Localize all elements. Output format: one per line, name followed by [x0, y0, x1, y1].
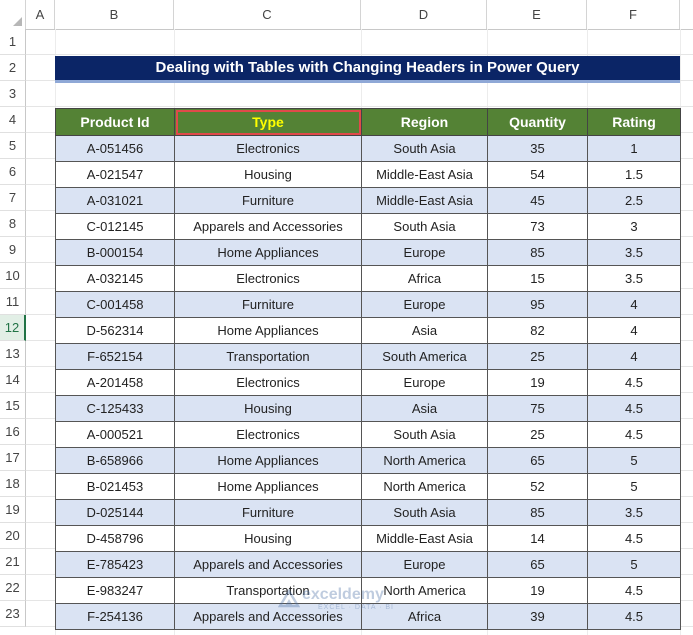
row-header-5[interactable]: 5 — [0, 133, 26, 159]
cell-quantity[interactable]: 19 — [488, 370, 588, 396]
cell-product-id[interactable]: C-001458 — [56, 292, 175, 318]
cell-region[interactable]: Asia — [362, 318, 488, 344]
column-header-overflow — [680, 0, 693, 29]
cell-rating[interactable]: 5 — [588, 448, 681, 474]
header-rating[interactable]: Rating — [588, 109, 681, 136]
cell-quantity[interactable]: 25 — [488, 344, 588, 370]
cell-region[interactable]: Middle-East Asia — [362, 526, 488, 552]
grid-row-line — [26, 81, 693, 107]
cell-rating[interactable]: 4.5 — [588, 604, 681, 630]
column-header-e[interactable]: E — [487, 0, 587, 29]
cell-quantity[interactable]: 82 — [488, 318, 588, 344]
cell-type[interactable]: Apparels and Accessories — [175, 604, 362, 630]
cell-region[interactable]: South Asia — [362, 422, 488, 448]
cell-region[interactable]: South America — [362, 344, 488, 370]
table-row — [56, 396, 681, 422]
cell-product-id[interactable]: E-785423 — [56, 552, 175, 578]
cell-type[interactable]: Home Appliances — [175, 240, 362, 266]
row-header-1[interactable]: 1 — [0, 29, 26, 55]
table-row — [56, 292, 681, 318]
cell-type[interactable]: Electronics — [175, 422, 362, 448]
cell-type[interactable]: Furniture — [175, 292, 362, 318]
cell-product-id[interactable]: A-021547 — [56, 162, 175, 188]
cell-type[interactable]: Transportation — [175, 344, 362, 370]
cell-type[interactable]: Transportation — [175, 578, 362, 604]
row-header-3[interactable]: 3 — [0, 81, 26, 107]
header-region[interactable]: Region — [362, 109, 488, 136]
cell-product-id[interactable]: D-458796 — [56, 526, 175, 552]
cell-type[interactable]: Housing — [175, 162, 362, 188]
table-row — [56, 526, 681, 552]
table-row — [56, 552, 681, 578]
column-header-bar — [0, 0, 693, 30]
cell-type[interactable]: Housing — [175, 526, 362, 552]
cell-region[interactable]: South Asia — [362, 500, 488, 526]
row-header-21[interactable]: 21 — [0, 549, 26, 575]
cell-region[interactable]: Europe — [362, 552, 488, 578]
cell-region[interactable]: Africa — [362, 604, 488, 630]
cell-quantity[interactable]: 95 — [488, 292, 588, 318]
table-row — [56, 474, 681, 500]
cell-rating[interactable]: 5 — [588, 552, 681, 578]
cell-rating[interactable]: 4.5 — [588, 396, 681, 422]
cell-rating[interactable]: 4.5 — [588, 578, 681, 604]
cell-type[interactable]: Home Appliances — [175, 448, 362, 474]
cell-region[interactable]: South Asia — [362, 214, 488, 240]
cell-product-id[interactable]: D-025144 — [56, 500, 175, 526]
table-row — [56, 214, 681, 240]
cell-type[interactable]: Apparels and Accessories — [175, 552, 362, 578]
table-row — [56, 500, 681, 526]
row-header-23[interactable]: 23 — [0, 601, 26, 627]
table-row — [56, 188, 681, 214]
row-header-18[interactable]: 18 — [0, 471, 26, 497]
cell-quantity[interactable]: 65 — [488, 448, 588, 474]
cell-rating[interactable]: 1.5 — [588, 162, 681, 188]
row-header-17[interactable]: 17 — [0, 445, 26, 471]
cell-product-id[interactable]: C-012145 — [56, 214, 175, 240]
column-header-a[interactable]: A — [26, 0, 55, 29]
cell-type[interactable]: Housing — [175, 396, 362, 422]
header-quantity[interactable]: Quantity — [488, 109, 588, 136]
cell-rating[interactable]: 3 — [588, 214, 681, 240]
cell-region[interactable]: North America — [362, 448, 488, 474]
row-header-9[interactable]: 9 — [0, 237, 26, 263]
table-row — [56, 136, 681, 162]
cell-quantity[interactable]: 35 — [488, 136, 588, 162]
select-all-button[interactable] — [0, 0, 26, 29]
cell-quantity[interactable]: 45 — [488, 188, 588, 214]
cell-quantity[interactable]: 85 — [488, 500, 588, 526]
cell-type[interactable]: Furniture — [175, 500, 362, 526]
cell-rating[interactable]: 3.5 — [588, 500, 681, 526]
watermark-tagline: EXCEL · DATA · BI — [318, 604, 394, 611]
table-row — [56, 266, 681, 292]
cell-product-id[interactable]: A-032145 — [56, 266, 175, 292]
cell-product-id[interactable]: D-562314 — [56, 318, 175, 344]
cell-product-id[interactable]: B-000154 — [56, 240, 175, 266]
cell-type[interactable]: Apparels and Accessories — [175, 214, 362, 240]
table-row — [56, 318, 681, 344]
table-row — [56, 162, 681, 188]
cell-product-id[interactable]: A-051456 — [56, 136, 175, 162]
cell-quantity[interactable]: 14 — [488, 526, 588, 552]
grid-row-line — [26, 29, 693, 55]
data-table — [55, 108, 681, 630]
cell-type[interactable]: Home Appliances — [175, 474, 362, 500]
cell-region[interactable]: North America — [362, 474, 488, 500]
sheet-title[interactable]: Dealing with Tables with Changing Headers in Power Query — [55, 56, 680, 83]
cell-quantity[interactable]: 85 — [488, 240, 588, 266]
cell-rating[interactable]: 1 — [588, 136, 681, 162]
row-header-6[interactable]: 6 — [0, 159, 26, 185]
column-header-c[interactable]: C — [174, 0, 361, 29]
cell-region[interactable]: Europe — [362, 292, 488, 318]
table-row — [56, 578, 681, 604]
table-row — [56, 240, 681, 266]
cell-region[interactable]: Middle-East Asia — [362, 188, 488, 214]
row-header-8[interactable]: 8 — [0, 211, 26, 237]
cell-rating[interactable]: 2.5 — [588, 188, 681, 214]
cell-quantity[interactable]: 15 — [488, 266, 588, 292]
cell-rating[interactable]: 4 — [588, 292, 681, 318]
cell-quantity[interactable]: 73 — [488, 214, 588, 240]
table-row — [56, 370, 681, 396]
cell-quantity[interactable]: 52 — [488, 474, 588, 500]
row-header-10[interactable]: 10 — [0, 263, 26, 289]
cell-region[interactable]: North America — [362, 578, 488, 604]
table-row — [56, 422, 681, 448]
cell-rating[interactable]: 4 — [588, 344, 681, 370]
cell-quantity[interactable]: 75 — [488, 396, 588, 422]
cell-quantity[interactable]: 19 — [488, 578, 588, 604]
row-header-20[interactable]: 20 — [0, 523, 26, 549]
cell-type[interactable]: Electronics — [175, 266, 362, 292]
cell-type[interactable]: Electronics — [175, 370, 362, 396]
table-header-row — [56, 109, 681, 136]
cell-rating[interactable]: 3.5 — [588, 240, 681, 266]
row-header-22[interactable]: 22 — [0, 575, 26, 601]
row-header-14[interactable]: 14 — [0, 367, 26, 393]
cell-product-id[interactable]: B-021453 — [56, 474, 175, 500]
cell-type[interactable]: Furniture — [175, 188, 362, 214]
cell-quantity[interactable]: 54 — [488, 162, 588, 188]
cell-type[interactable]: Home Appliances — [175, 318, 362, 344]
cell-quantity[interactable]: 39 — [488, 604, 588, 630]
row-header-7[interactable]: 7 — [0, 185, 26, 211]
table-row — [56, 448, 681, 474]
cell-product-id[interactable]: B-658966 — [56, 448, 175, 474]
header-type-highlighted[interactable]: Type — [175, 109, 362, 136]
cell-region[interactable]: Africa — [362, 266, 488, 292]
row-header-2[interactable]: 2 — [0, 55, 26, 81]
cell-rating[interactable]: 4 — [588, 318, 681, 344]
cell-product-id[interactable]: A-000521 — [56, 422, 175, 448]
cell-quantity[interactable]: 25 — [488, 422, 588, 448]
row-header-16[interactable]: 16 — [0, 419, 26, 445]
cell-region[interactable]: Europe — [362, 370, 488, 396]
row-header-11[interactable]: 11 — [0, 289, 26, 315]
row-header-4[interactable]: 4 — [0, 107, 26, 133]
cell-type[interactable]: Electronics — [175, 136, 362, 162]
cell-rating[interactable]: 3.5 — [588, 266, 681, 292]
cell-region[interactable]: South Asia — [362, 136, 488, 162]
row-header-13[interactable]: 13 — [0, 341, 26, 367]
cell-product-id[interactable]: E-983247 — [56, 578, 175, 604]
cell-product-id[interactable]: F-652154 — [56, 344, 175, 370]
cell-product-id[interactable]: F-254136 — [56, 604, 175, 630]
row-header-19[interactable]: 19 — [0, 497, 26, 523]
cell-rating[interactable]: 4.5 — [588, 422, 681, 448]
cell-region[interactable]: Europe — [362, 240, 488, 266]
row-header-15[interactable]: 15 — [0, 393, 26, 419]
cell-rating[interactable]: 4.5 — [588, 370, 681, 396]
header-product-id[interactable]: Product Id — [56, 109, 175, 136]
cell-product-id[interactable]: C-125433 — [56, 396, 175, 422]
column-header-f[interactable]: F — [587, 0, 680, 29]
cell-region[interactable]: Asia — [362, 396, 488, 422]
column-header-d[interactable]: D — [361, 0, 487, 29]
table-row — [56, 604, 681, 630]
table-row — [56, 344, 681, 370]
table-body — [56, 136, 681, 630]
cell-product-id[interactable]: A-201458 — [56, 370, 175, 396]
watermark-name: exceldemy — [302, 586, 384, 603]
cell-quantity[interactable]: 65 — [488, 552, 588, 578]
cell-rating[interactable]: 4.5 — [588, 526, 681, 552]
row-header-12[interactable]: 12 — [0, 315, 26, 341]
column-header-b[interactable]: B — [55, 0, 174, 29]
cell-region[interactable]: Middle-East Asia — [362, 162, 488, 188]
cell-product-id[interactable]: A-031021 — [56, 188, 175, 214]
cell-rating[interactable]: 5 — [588, 474, 681, 500]
